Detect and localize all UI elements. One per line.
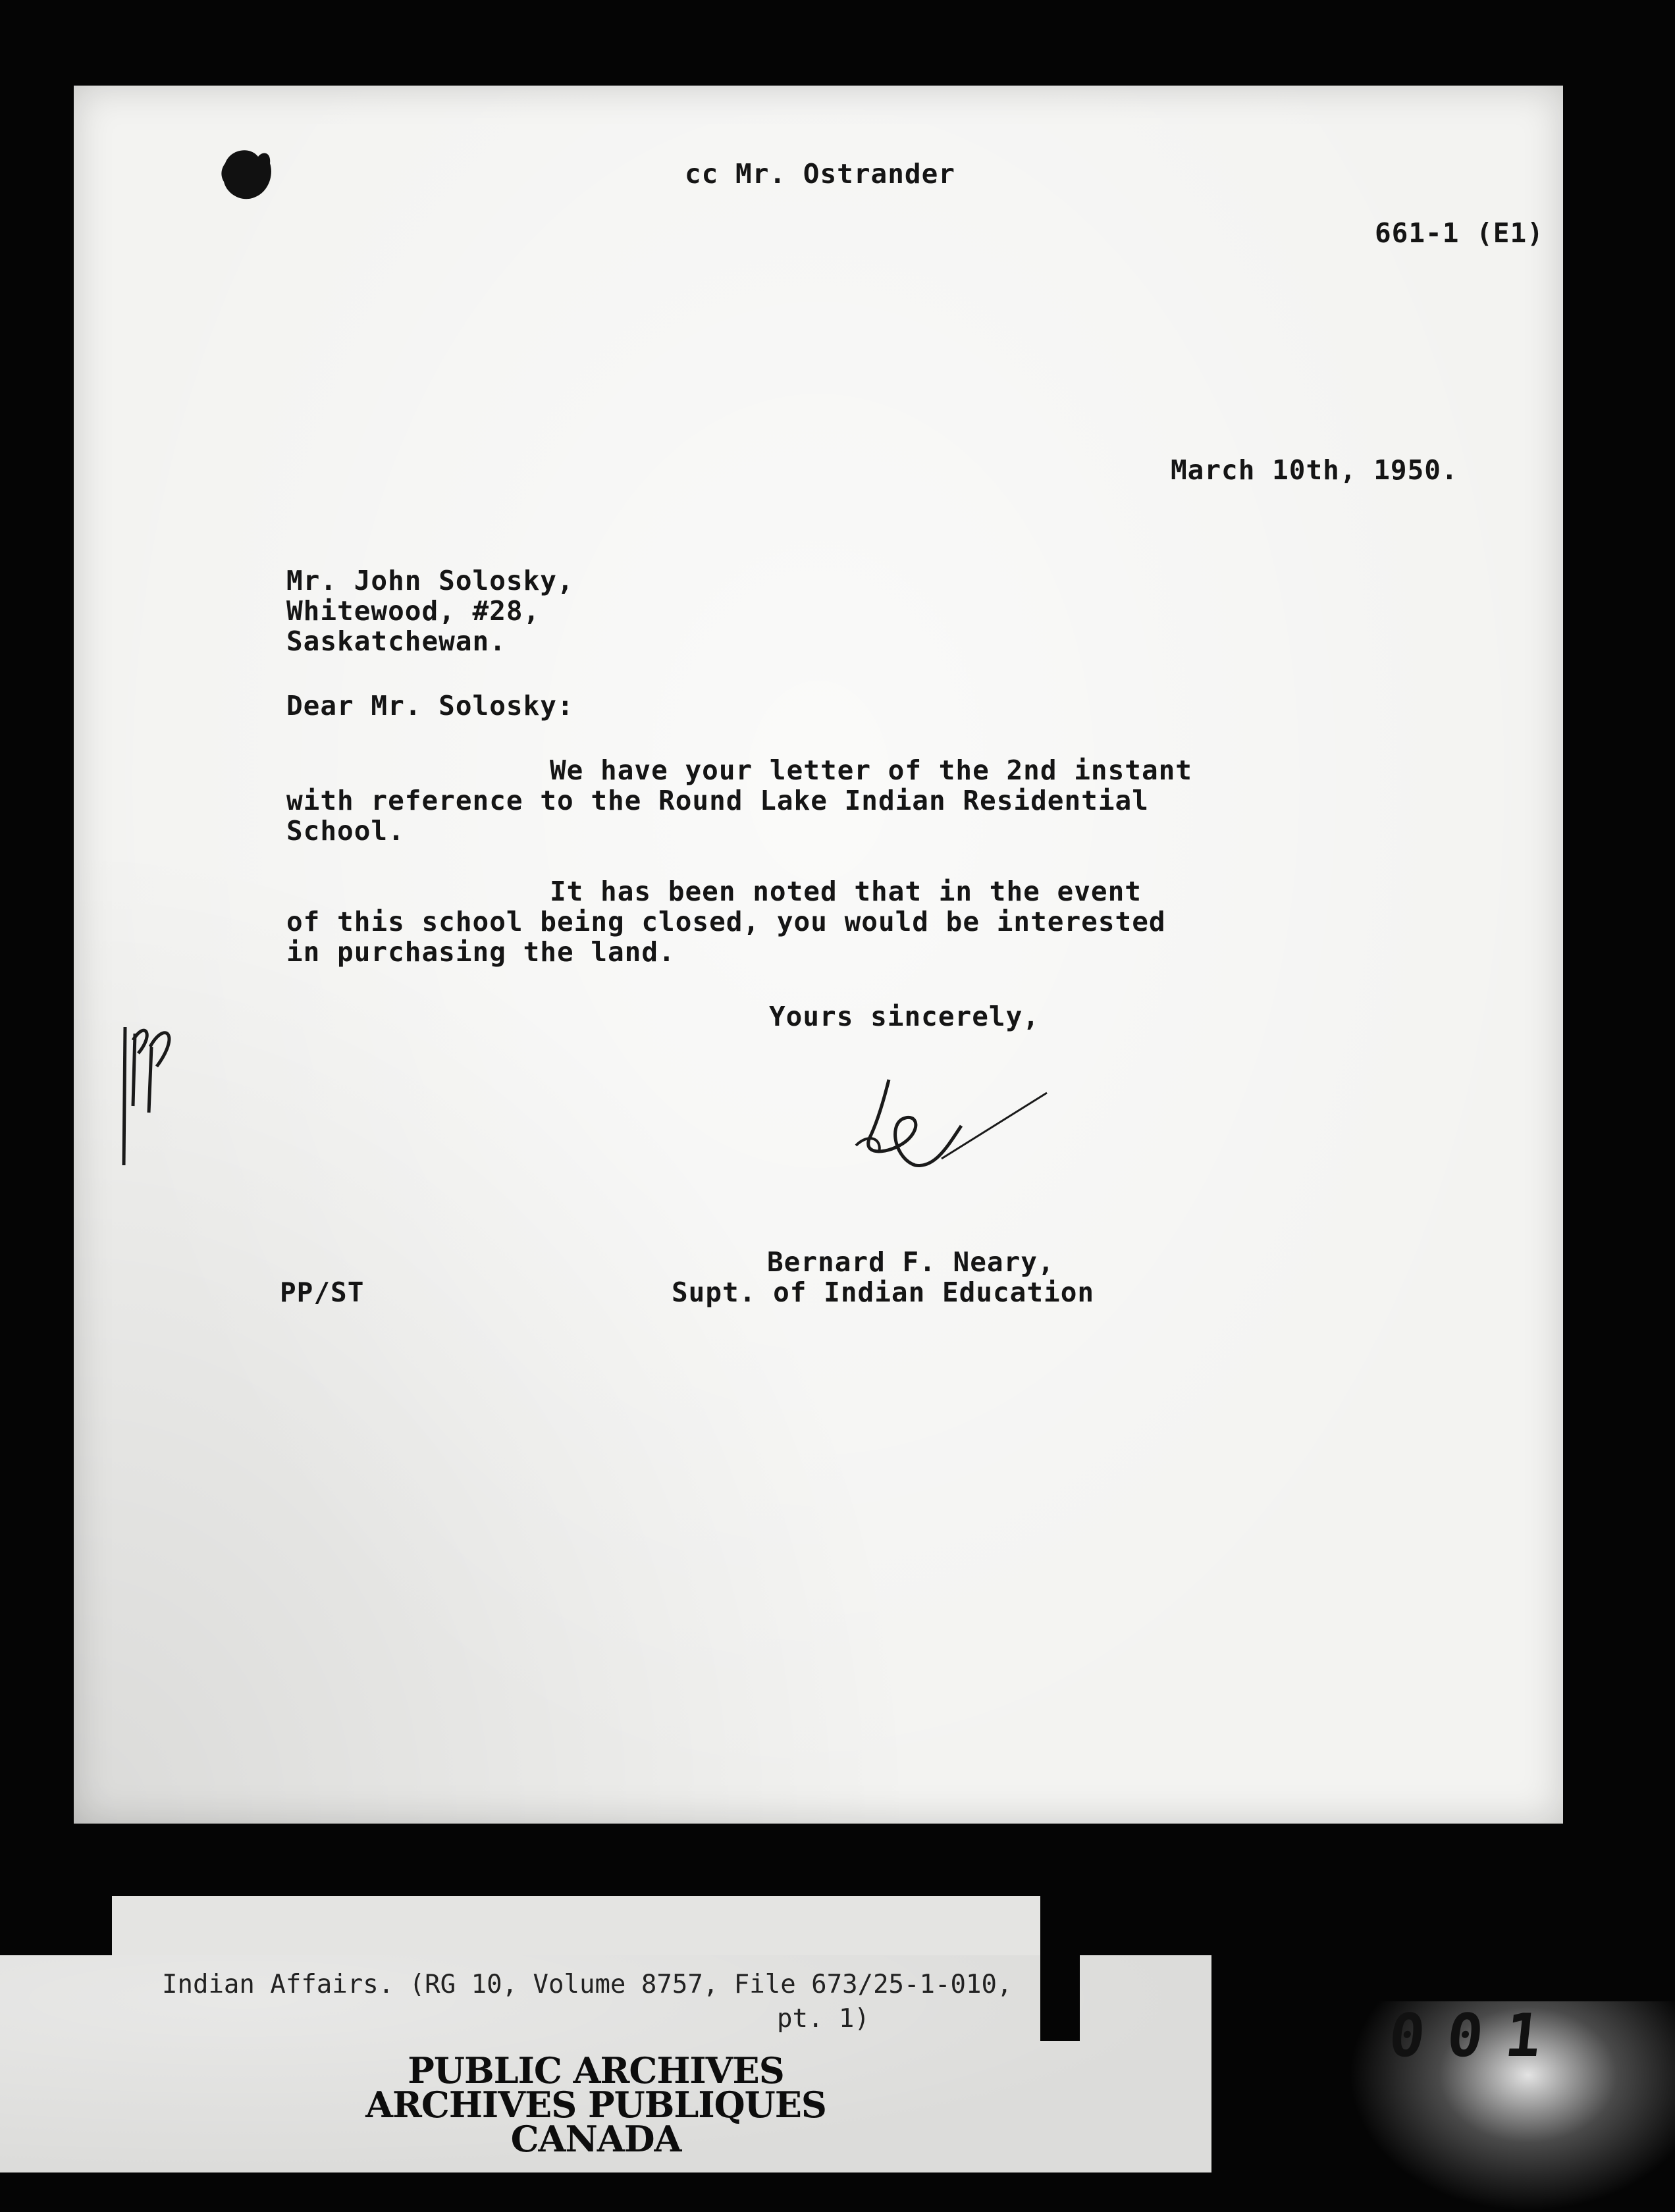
signer-name: Bernard F. Neary, xyxy=(767,1246,1055,1278)
paragraph-1-line-1: We have your letter of the 2nd instant xyxy=(550,754,1192,786)
stamp-line-canada: CANADA xyxy=(510,2118,681,2160)
paragraph-1-line-3: School. xyxy=(286,815,405,847)
signer-title: Supt. of Indian Education xyxy=(672,1277,1095,1308)
stamp-line-public-archives: PUBLIC ARCHIVES xyxy=(408,2049,784,2092)
label-divider xyxy=(1040,1896,1080,2041)
handwritten-signature xyxy=(816,1066,1067,1198)
ink-blot-mark xyxy=(217,144,277,203)
cc-line: cc Mr. Ostrander xyxy=(685,158,955,190)
recipient-line-3: Saskatchewan. xyxy=(286,625,506,657)
salutation: Dear Mr. Solosky: xyxy=(286,690,574,722)
frame-number: 001 xyxy=(1385,2001,1568,2070)
recipient-line-1: Mr. John Solosky, xyxy=(286,565,574,596)
stamp-line-archives-publiques: ARCHIVES PUBLIQUES xyxy=(365,2084,826,2126)
closing: Yours sincerely, xyxy=(769,1001,1040,1032)
file-number: 661-1 (E1) xyxy=(1375,217,1544,249)
paragraph-1-line-2: with reference to the Round Lake Indian Residential xyxy=(286,785,1149,816)
typist-reference: PP/ST xyxy=(280,1277,365,1308)
paragraph-2-line-1: It has been noted that in the event xyxy=(550,876,1142,907)
letter-date: March 10th, 1950. xyxy=(1171,454,1458,486)
archive-reference-line-1: Indian Affairs. (RG 10, Volume 8757, File 673/25-1-010, xyxy=(162,1970,1013,1999)
paragraph-2-line-2: of this school being closed, you would be interested xyxy=(286,906,1166,937)
archive-reference-line-2: pt. 1) xyxy=(777,2004,870,2034)
recipient-line-2: Whitewood, #28, xyxy=(286,595,541,627)
handwritten-initials xyxy=(99,1014,184,1165)
paragraph-2-line-3: in purchasing the land. xyxy=(286,936,676,968)
